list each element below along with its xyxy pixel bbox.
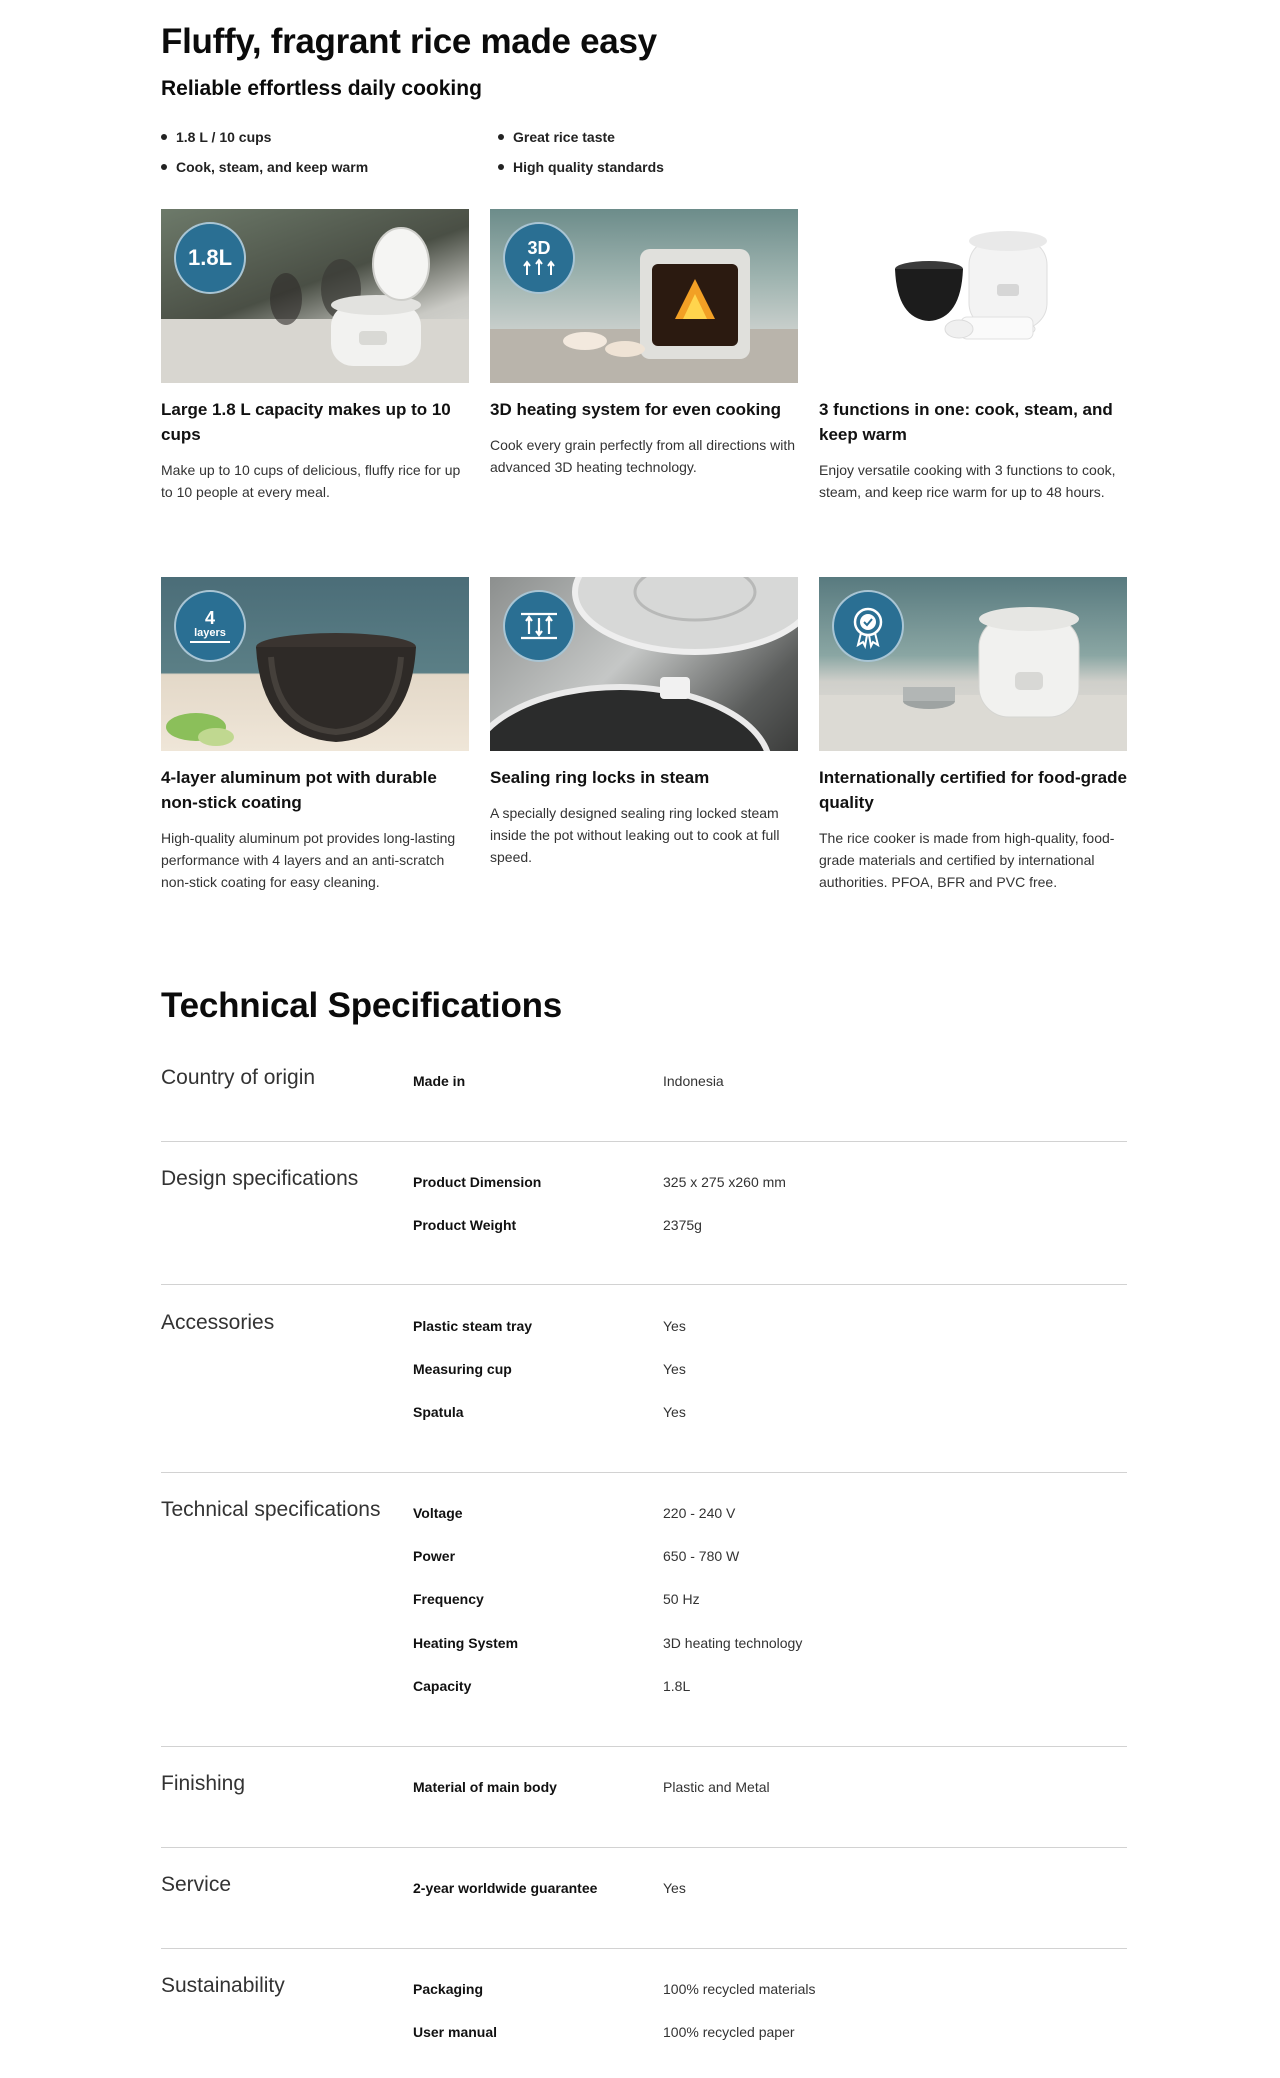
badge-label: 1.8L: [187, 245, 233, 270]
badge-label: 4: [204, 608, 215, 628]
spec-section-label: Service: [161, 1873, 232, 1896]
spec-value: 3D heating technology: [663, 1635, 803, 1651]
feature-card-3d-heating: [490, 209, 798, 577]
spec-row: [413, 1589, 1113, 1609]
benefit-item: [498, 158, 835, 176]
heat-arrows-icon: [519, 257, 559, 277]
spec-section-label: Sustainability: [161, 1974, 285, 1997]
4-layers-badge-icon: [174, 590, 246, 662]
heating-image[interactable]: [490, 209, 798, 383]
spec-value: 50 Hz: [663, 1591, 700, 1607]
certified-image[interactable]: [819, 577, 1127, 751]
spec-row: [413, 1878, 1113, 1898]
feature-description: A specially designed sealing ring locked steam inside the pot without leaking out to cook at full speed.: [490, 805, 780, 865]
spec-value: 100% recycled paper: [663, 2024, 795, 2040]
spec-key: Frequency: [413, 1591, 484, 1607]
spec-row: [413, 1402, 1113, 1422]
spec-value: 220 - 240 V: [663, 1505, 736, 1521]
spec-row: [413, 1633, 1113, 1653]
feature-card-certified: [819, 577, 1127, 945]
spec-section-label: Design specifications: [161, 1167, 359, 1190]
spec-key: Power: [413, 1548, 456, 1564]
certified-badge-icon: [832, 590, 904, 662]
feature-description: The rice cooker is made from high-quality, food-grade materials and certified by international authorities. PFOA, BFR and PVC free.: [819, 830, 1115, 890]
spec-key: Packaging: [413, 1981, 484, 1997]
spec-row: [413, 1777, 1113, 1797]
spec-row: [413, 1676, 1113, 1696]
bullet-icon: [498, 134, 504, 140]
benefit-label: 1.8 L / 10 cups: [176, 129, 272, 145]
spec-section-accessories: [161, 1311, 1127, 1473]
spec-row: [413, 1071, 1113, 1091]
3d-heating-badge-icon: [503, 222, 575, 294]
spec-value: Plastic and Metal: [663, 1779, 770, 1795]
benefit-item: [161, 128, 498, 146]
feature-card-4-layer-pot: [161, 577, 469, 945]
spec-value: Indonesia: [663, 1073, 724, 1089]
feature-description: Enjoy versatile cooking with 3 functions to cook, steam, and keep rice warm for up to 48 hours.: [819, 462, 1116, 500]
spec-row: [413, 1215, 1113, 1235]
spec-row: [413, 1979, 1113, 1999]
spec-section-service: [161, 1873, 1127, 1949]
spec-value: Yes: [663, 1318, 686, 1334]
key-benefits-list: [161, 128, 841, 176]
spec-key: Measuring cup: [413, 1361, 512, 1377]
badge-label: 3D: [527, 238, 551, 258]
steam-lock-badge-icon: [503, 590, 575, 662]
spec-key: Voltage: [413, 1505, 463, 1521]
spec-row: [413, 1316, 1113, 1336]
spec-value: 100% recycled materials: [663, 1981, 816, 1997]
feature-card-3-functions: [819, 209, 1127, 577]
spec-section-label: Country of origin: [161, 1066, 316, 1089]
spec-value: 1.8L: [663, 1678, 691, 1694]
spec-key: Spatula: [413, 1404, 464, 1420]
feature-title: Internationally certified for food-grade quality: [819, 768, 1127, 812]
feature-title: 3 functions in one: cook, steam, and keep warm: [819, 400, 1113, 444]
spec-section-finishing: [161, 1772, 1127, 1848]
spec-value: Yes: [663, 1361, 686, 1377]
spec-section-label: Accessories: [161, 1311, 275, 1334]
spec-key: 2-year worldwide guarantee: [413, 1880, 598, 1896]
capacity-badge-icon: [174, 222, 246, 294]
feature-title: 4-layer aluminum pot with durable non-stick coating: [161, 768, 437, 812]
benefit-item: [498, 128, 835, 146]
spec-key: Material of main body: [413, 1779, 557, 1795]
spec-row: [413, 1503, 1113, 1523]
spec-value: 650 - 780 W: [663, 1548, 740, 1564]
feature-title: 3D heating system for even cooking: [490, 400, 781, 419]
bullet-icon: [498, 164, 504, 170]
feature-grid: [161, 209, 1127, 945]
spec-key: Heating System: [413, 1635, 519, 1651]
spec-section-country-of-origin: [161, 1066, 1127, 1142]
feature-description: Make up to 10 cups of delicious, fluffy rice for up to 10 people at every meal.: [161, 462, 461, 500]
spec-section-design-specifications: [161, 1167, 1127, 1285]
steam-arrows-icon: [517, 608, 561, 644]
feature-title: Sealing ring locks in steam: [490, 768, 710, 787]
spec-section-label: Technical specifications: [161, 1498, 381, 1521]
spec-row: [413, 1546, 1113, 1566]
spec-value: 325 x 275 x260 mm: [663, 1174, 786, 1190]
capacity-image[interactable]: [161, 209, 469, 383]
page-subtitle: Reliable effortless daily cooking: [161, 77, 482, 100]
spec-row: [413, 1359, 1113, 1379]
spec-section-technical-specifications: [161, 1498, 1127, 1747]
spec-row: [413, 2022, 1113, 2042]
spec-row: [413, 1172, 1113, 1192]
benefit-item: [161, 158, 498, 176]
award-seal-icon: [845, 603, 891, 649]
spec-key: User manual: [413, 2024, 498, 2040]
benefit-label: Cook, steam, and keep warm: [176, 159, 369, 175]
page-title: Fluffy, fragrant rice made easy: [161, 22, 657, 61]
spec-key: Capacity: [413, 1678, 472, 1694]
functions-image[interactable]: [819, 209, 1127, 383]
feature-description: High-quality aluminum pot provides long-lasting performance with 4 layers and an anti-scratch non-stick coating for easy cleaning.: [161, 830, 456, 890]
feature-card-capacity: [161, 209, 469, 577]
spec-key: Plastic steam tray: [413, 1318, 533, 1334]
spec-value: 2375g: [663, 1217, 702, 1233]
spec-key: Made in: [413, 1073, 466, 1089]
spec-value: Yes: [663, 1880, 686, 1896]
bullet-icon: [161, 164, 167, 170]
feature-card-sealing-ring: [490, 577, 798, 945]
feature-title: Large 1.8 L capacity makes up to 10 cups: [161, 400, 451, 444]
sealing-ring-image[interactable]: [490, 577, 798, 751]
spec-key: Product Dimension: [413, 1174, 542, 1190]
benefit-label: High quality standards: [513, 159, 664, 175]
pot-image[interactable]: [161, 577, 469, 751]
badge-sublabel: layers: [190, 627, 230, 643]
spec-section-sustainability: [161, 1974, 1127, 2064]
spec-section-label: Finishing: [161, 1772, 246, 1795]
spec-key: Product Weight: [413, 1217, 517, 1233]
technical-specifications-heading: Technical Specifications: [161, 986, 563, 1025]
spec-value: Yes: [663, 1404, 686, 1420]
cooker-accessories-illustration: [819, 209, 1127, 383]
benefit-label: Great rice taste: [513, 129, 615, 145]
bullet-icon: [161, 134, 167, 140]
feature-description: Cook every grain perfectly from all directions with advanced 3D heating technology.: [490, 437, 796, 475]
